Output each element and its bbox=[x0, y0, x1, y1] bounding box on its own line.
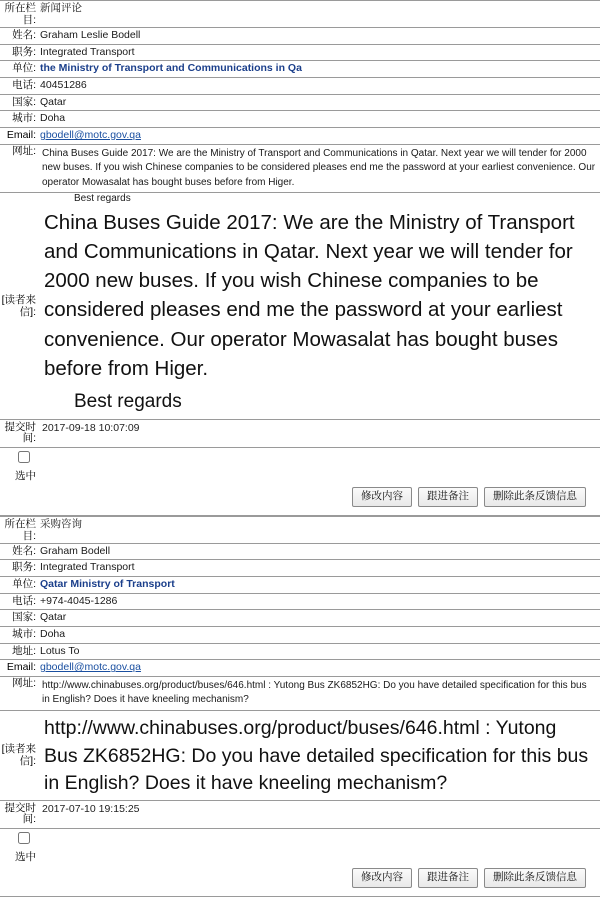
follow-up-note-button[interactable]: 跟进备注 bbox=[418, 868, 478, 888]
field-value-name: Graham Bodell bbox=[40, 544, 111, 557]
follow-up-note-button[interactable]: 跟进备注 bbox=[418, 487, 478, 507]
field-label-email: Email: bbox=[6, 661, 36, 674]
field-value-company: the Ministry of Transport and Communications in Qa bbox=[40, 62, 302, 75]
field-label-country: 国家: bbox=[12, 611, 36, 624]
field-company bbox=[0, 61, 600, 77]
email-link[interactable]: gbodell@motc.gov.qa bbox=[40, 128, 141, 141]
record-actions bbox=[0, 483, 600, 515]
field-value-city: Doha bbox=[40, 627, 66, 640]
field-label-website: 网址: bbox=[12, 144, 36, 157]
field-value-country: Qatar bbox=[40, 95, 67, 108]
field-value-country: Qatar bbox=[40, 611, 67, 624]
field-label-reader: [读者来信]: bbox=[1, 293, 36, 318]
field-reader-letter bbox=[0, 193, 600, 419]
select-checkbox-wrap bbox=[18, 451, 30, 466]
field-value-email bbox=[40, 661, 600, 675]
letter-small-regards: Best regards bbox=[74, 193, 131, 205]
record-actions bbox=[0, 864, 600, 896]
select-label-row bbox=[0, 850, 600, 864]
field-value-submit-time: 2017-09-18 10:07:09 bbox=[42, 421, 140, 434]
field-submit-time bbox=[0, 801, 600, 828]
delete-feedback-button[interactable]: 删除此条反馈信息 bbox=[484, 868, 586, 888]
field-label-email: Email: bbox=[6, 128, 36, 141]
field-address bbox=[0, 644, 600, 660]
field-label-company: 单位: bbox=[12, 62, 36, 75]
field-country bbox=[0, 610, 600, 626]
field-label-name: 姓名: bbox=[12, 544, 36, 557]
select-row bbox=[0, 448, 600, 469]
field-label-country: 国家: bbox=[12, 95, 36, 108]
field-reader-letter bbox=[0, 711, 600, 800]
field-label-submit-time: 提交时间: bbox=[4, 420, 36, 445]
field-label-title: 职务: bbox=[12, 561, 36, 574]
field-value-phone: 40451286 bbox=[40, 79, 87, 92]
field-label-column: 所在栏目: bbox=[4, 517, 36, 542]
field-value-address: Lotus To bbox=[40, 644, 80, 657]
field-value-name: Graham Leslie Bodell bbox=[40, 29, 141, 42]
field-value-title: Integrated Transport bbox=[40, 561, 135, 574]
field-column bbox=[0, 1, 600, 27]
select-checkbox[interactable] bbox=[18, 832, 30, 844]
letter-body: http://www.chinabuses.org/product/buses/646.html : Yutong Bus ZK6852HG: Do you have detailed specification for this bus in English? Does it have kneeling mechanism? bbox=[44, 716, 589, 795]
field-label-column: 所在栏目: bbox=[4, 2, 36, 27]
field-label-select: 选中 bbox=[15, 850, 36, 863]
field-city bbox=[0, 111, 600, 127]
field-city bbox=[0, 627, 600, 643]
field-title bbox=[0, 45, 600, 61]
field-label-reader: [读者来信]: bbox=[1, 743, 36, 768]
field-name bbox=[0, 544, 600, 560]
field-label-select: 选中 bbox=[15, 469, 36, 482]
field-value-phone: +974-4045-1286 bbox=[40, 594, 118, 607]
field-phone bbox=[0, 78, 600, 94]
letter-body: China Buses Guide 2017: We are the Ministry of Transport and Communications in Qatar. Next year we will tender for 2000 new buses. If you wish Chinese companies to be considered pleases end me the password at your earliest convenience. Our operator Mowasalat has bought buses before from Higer. bbox=[44, 211, 575, 380]
select-label-row bbox=[0, 469, 600, 483]
field-column bbox=[0, 517, 600, 543]
field-country bbox=[0, 95, 600, 111]
field-phone bbox=[0, 594, 600, 610]
field-submit-time bbox=[0, 420, 600, 447]
select-row bbox=[0, 829, 600, 850]
field-value-email bbox=[40, 129, 600, 143]
field-email bbox=[0, 660, 600, 676]
field-label-website: 网址: bbox=[12, 676, 36, 689]
field-label-city: 城市: bbox=[12, 627, 36, 640]
field-email bbox=[0, 128, 600, 144]
field-name bbox=[0, 28, 600, 44]
select-checkbox-wrap bbox=[18, 832, 30, 847]
reader-letter-content bbox=[40, 193, 600, 419]
edit-content-button[interactable]: 修改内容 bbox=[352, 868, 412, 888]
field-value-submit-time: 2017-07-10 19:15:25 bbox=[42, 802, 140, 815]
field-value-column: 新闻评论 bbox=[40, 2, 82, 14]
feedback-record bbox=[0, 516, 600, 897]
letter-regards: Best regards bbox=[74, 390, 182, 412]
field-value-column: 采购咨询 bbox=[40, 517, 82, 530]
field-title bbox=[0, 560, 600, 576]
edit-content-button[interactable]: 修改内容 bbox=[352, 487, 412, 507]
field-label-title: 职务: bbox=[12, 45, 36, 58]
field-value-website: http://www.chinabuses.org/product/buses/646.html : Yutong Bus ZK6852HG: Do you have detailed specification for this bus in English? Does it have kneeling mechanism? bbox=[42, 679, 587, 706]
field-label-city: 城市: bbox=[12, 112, 36, 125]
field-label-name: 姓名: bbox=[12, 29, 36, 42]
field-website bbox=[0, 145, 600, 193]
field-label-address: 地址: bbox=[12, 644, 36, 657]
field-company bbox=[0, 577, 600, 593]
field-label-phone: 电话: bbox=[12, 79, 36, 92]
field-value-title: Integrated Transport bbox=[40, 45, 135, 58]
field-label-company: 单位: bbox=[12, 577, 36, 590]
field-label-submit-time: 提交时间: bbox=[4, 801, 36, 826]
select-checkbox[interactable] bbox=[18, 451, 30, 463]
field-label-phone: 电话: bbox=[12, 594, 36, 607]
email-link[interactable]: gbodell@motc.gov.qa bbox=[40, 661, 141, 674]
field-value-website: China Buses Guide 2017: We are the Ministry of Transport and Communications in Qatar. Next year we will tender for 2000 new buses. If you wish Chinese companies to be considered pleases end me the password at your earliest convenience. Our operator Mowasalat has bought buses before from Higer. bbox=[42, 147, 596, 188]
field-value-city: Doha bbox=[40, 112, 66, 125]
field-website bbox=[0, 677, 600, 710]
field-value-company: Qatar Ministry of Transport bbox=[40, 577, 175, 590]
delete-feedback-button[interactable]: 删除此条反馈信息 bbox=[484, 487, 586, 507]
reader-letter-content bbox=[40, 711, 600, 800]
